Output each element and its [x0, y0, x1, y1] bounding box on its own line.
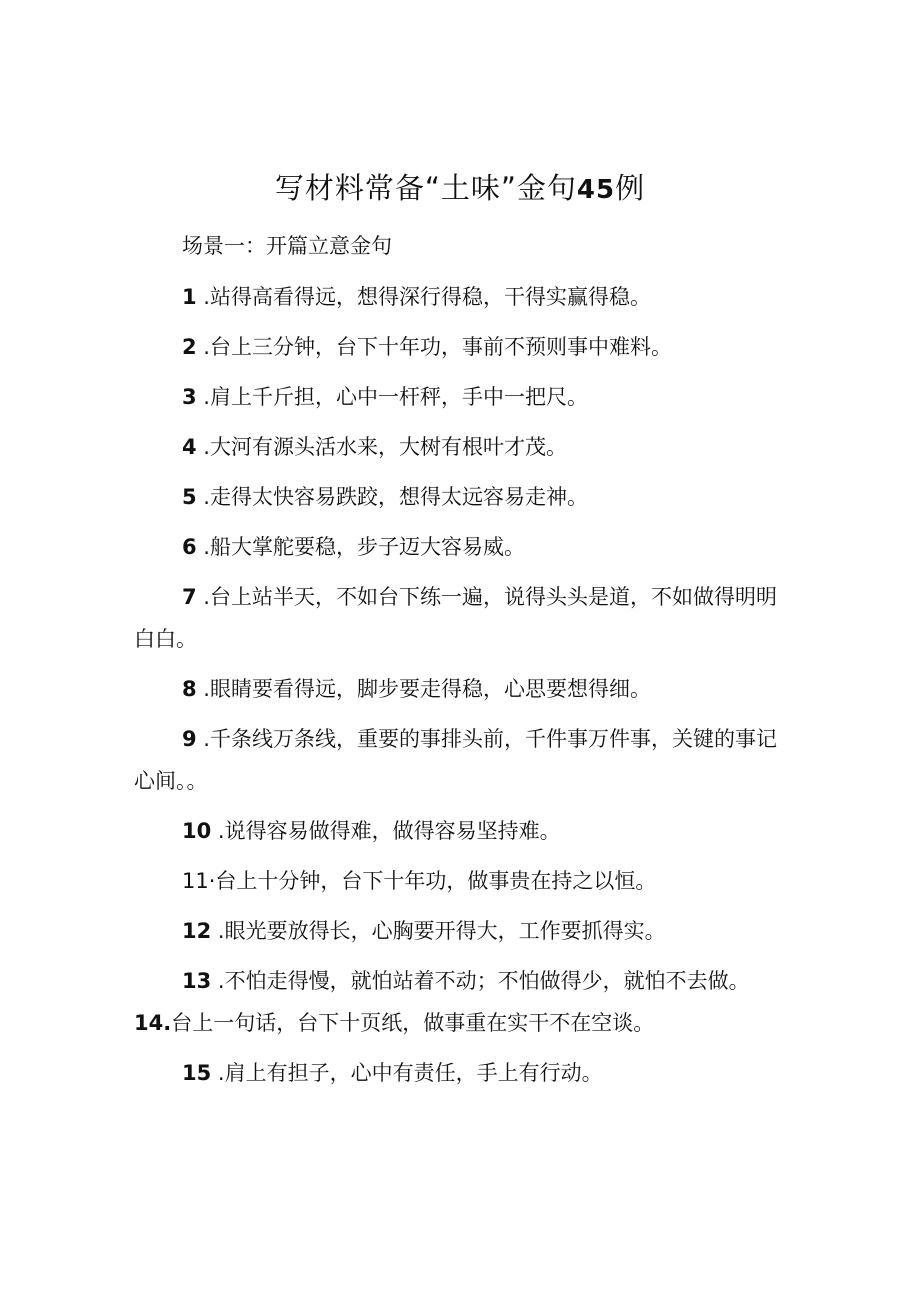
item-number: 8: [182, 677, 197, 701]
item-number: 7: [182, 585, 197, 609]
list-item: [182, 382, 588, 412]
list-item-continuation: 白白。: [134, 627, 197, 651]
item-text: 眼睛要看得远，脚步要走得稳，心思要想得细。: [209, 677, 651, 701]
list-item: [182, 966, 750, 996]
list-item: [182, 582, 777, 612]
list-item: [182, 482, 588, 512]
title-number: 45: [576, 175, 616, 205]
list-item: [182, 1058, 603, 1088]
item-separator: .: [196, 677, 210, 701]
item-separator: .: [211, 969, 225, 993]
item-separator: .: [211, 819, 225, 843]
item-number: 12: [182, 919, 212, 943]
item-text: 站得高看得远，想得深行得稳，干得实赢得稳。: [209, 285, 651, 309]
item-number: 10: [182, 819, 212, 843]
list-item: [182, 724, 777, 754]
item-text: 肩上有担子，心中有责任，手上有行动。: [224, 1061, 603, 1085]
list-item: [182, 282, 651, 312]
item-separator: .: [196, 727, 210, 751]
item-number: 15: [182, 1061, 212, 1085]
list-item: [134, 1008, 654, 1038]
item-separator: .: [163, 1011, 172, 1035]
list-item: [182, 816, 561, 846]
list-item: [182, 532, 525, 562]
item-separator: .: [196, 585, 210, 609]
item-text: 大河有源头活水来，大树有根叶才茂。: [209, 435, 567, 459]
item-number: 13: [182, 969, 212, 993]
item-number: 6: [182, 535, 197, 559]
title-prefix: 写材料常备“土味”金句: [274, 171, 577, 205]
list-item: [182, 866, 656, 896]
item-separator: ·: [208, 869, 216, 893]
item-text: 台上一句话，台下十页纸，做事重在实干不在空谈。: [171, 1011, 655, 1035]
item-text: 眼光要放得长，心胸要开得大，工作要抓得实。: [224, 919, 666, 943]
item-text: 台上十分钟，台下十年功，做事贵在持之以恒。: [215, 869, 657, 893]
item-number: 1: [182, 285, 197, 309]
item-separator: .: [196, 435, 210, 459]
item-text: 船大掌舵要稳，步子迈大容易威。: [209, 535, 525, 559]
item-separator: .: [211, 1061, 225, 1085]
item-separator: .: [196, 485, 210, 509]
list-item: [182, 674, 651, 704]
list-item: [182, 332, 672, 362]
document-title: [0, 168, 920, 210]
section-heading: 场景一：开篇立意金句: [182, 234, 392, 258]
item-text: 台上站半天，不如台下练一遍，说得头头是道，不如做得明明: [209, 585, 777, 609]
item-number: 14: [134, 1011, 164, 1035]
item-text: 走得太快容易跌跤，想得太远容易走神。: [209, 485, 588, 509]
item-separator: .: [196, 285, 210, 309]
item-number: 9: [182, 727, 197, 751]
item-number: 4: [182, 435, 197, 459]
item-separator: .: [196, 335, 210, 359]
item-number: 5: [182, 485, 197, 509]
list-item-continuation: 心间。。: [134, 769, 208, 793]
item-text: 台上三分钟，台下十年功，事前不预则事中难料。: [209, 335, 672, 359]
item-text: 千条线万条线，重要的事排头前，千件事万件事，关键的事记: [209, 727, 777, 751]
list-item: [182, 432, 567, 462]
item-separator: .: [196, 535, 210, 559]
item-number: 11: [182, 869, 209, 893]
item-text: 说得容易做得难，做得容易坚持难。: [224, 819, 561, 843]
item-separator: .: [196, 385, 210, 409]
title-suffix: 例: [615, 171, 646, 205]
item-text: 肩上千斤担，心中一杆秤，手中一把尺。: [209, 385, 588, 409]
list-item: [182, 916, 666, 946]
item-separator: .: [211, 919, 225, 943]
item-text: 不怕走得慢，就怕站着不动；不怕做得少，就怕不去做。: [224, 969, 750, 993]
item-number: 3: [182, 385, 197, 409]
item-number: 2: [182, 335, 197, 359]
